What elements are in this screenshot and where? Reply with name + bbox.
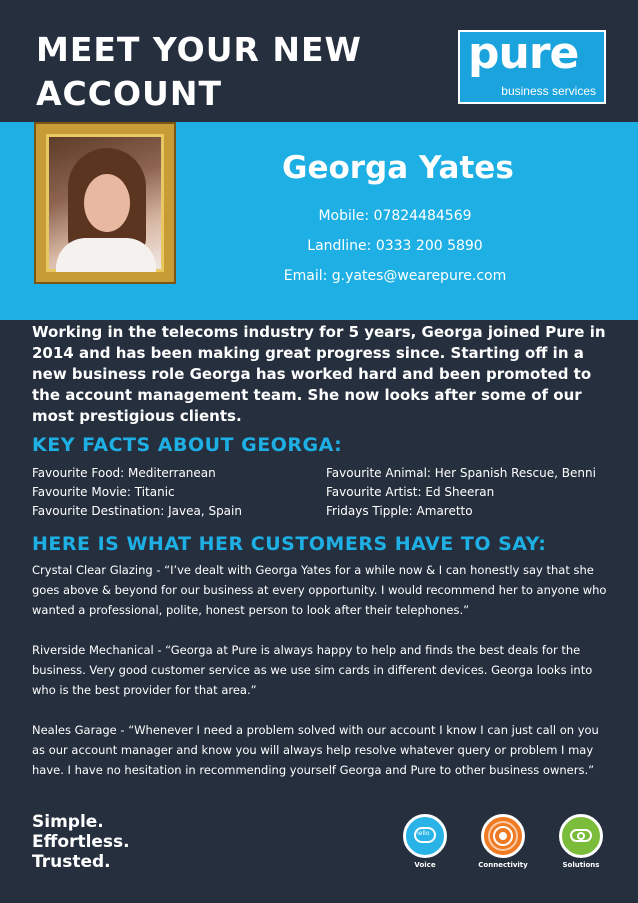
landline-number: Landline: 0333 200 5890 [307,238,483,254]
facts-column-right [326,464,596,521]
hello-text: hello [415,830,430,837]
fact-animal: Favourite Animal: Her Spanish Rescue, Benni [326,466,596,480]
testimonial-neales: Neales Garage - “Whenever I need a problem solved with our account I know I can just call on you as our account manager and know you will always help resolve whatever query or problem I may have. I have no hesitation in recommending yourself Georga and Pure to other business owners.” [32,723,599,777]
facts-column-left [32,464,242,521]
fact-food: Favourite Food: Mediterranean [32,466,216,480]
tagline [32,812,130,872]
tagline-simple: Simple. [32,812,104,832]
testimonial-riverside: Riverside Mechanical - “Georga at Pure is always happy to help and finds the best deals for the business. Very good customer service as we use sim cards in different devices. Georga looks into who is the best provider for that area.” [32,643,593,697]
key-facts-heading: KEY FACTS ABOUT GEORGA: [32,434,343,456]
solutions-icon [559,814,603,858]
headline-line-1: MEET YOUR NEW [36,30,362,69]
fact-artist: Favourite Artist: Ed Sheeran [326,485,495,499]
logo-word: pure [468,28,579,79]
portrait-frame [36,124,174,282]
mobile-number: Mobile: 07824484569 [318,208,472,224]
fact-movie: Favourite Movie: Titanic [32,485,175,499]
service-voice [400,814,450,869]
fact-tipple: Fridays Tipple: Amaretto [326,504,473,518]
manager-name: Georga Yates [282,150,514,186]
headline-line-2: ACCOUNT [36,74,222,113]
logo-subtitle: business services [501,84,596,98]
header [0,0,638,122]
signal-ring-outer [488,821,518,851]
cog-icon [577,832,585,840]
connectivity-label: Connectivity [478,861,528,869]
voice-icon [403,814,447,858]
testimonials-heading: HERE IS WHAT HER CUSTOMERS HAVE TO SAY: [32,533,547,555]
testimonial-crystal-clear: Crystal Clear Glazing - “I’ve dealt with Georga Yates for a while now & I can honestly say that she goes above & beyond for our business at every opportunity. I would recommend her to anyone who wanted a professional, polite, honest person to look after their telephones.” [32,563,607,617]
solutions-label: Solutions [562,861,600,869]
intro-paragraph: Working in the telecoms industry for 5 years, Georga joined Pure in 2014 and has been making great progress since. Starting off in a new business role Georga has worked hard and been promoted to the account management team. She now looks after some of our most prestigious clients. [32,323,606,425]
voice-label: Voice [414,861,436,869]
service-connectivity [478,814,528,869]
email-address: Email: g.yates@wearepure.com [283,268,507,284]
portrait-shirt [56,238,156,272]
service-solutions [556,814,606,869]
tagline-effortless: Effortless. [32,832,130,852]
fact-destination: Favourite Destination: Javea, Spain [32,504,242,518]
portrait-face [84,174,130,232]
testimonials [32,560,612,800]
connectivity-icon [481,814,525,858]
tagline-trusted: Trusted. [32,852,111,872]
pure-logo [458,30,606,104]
